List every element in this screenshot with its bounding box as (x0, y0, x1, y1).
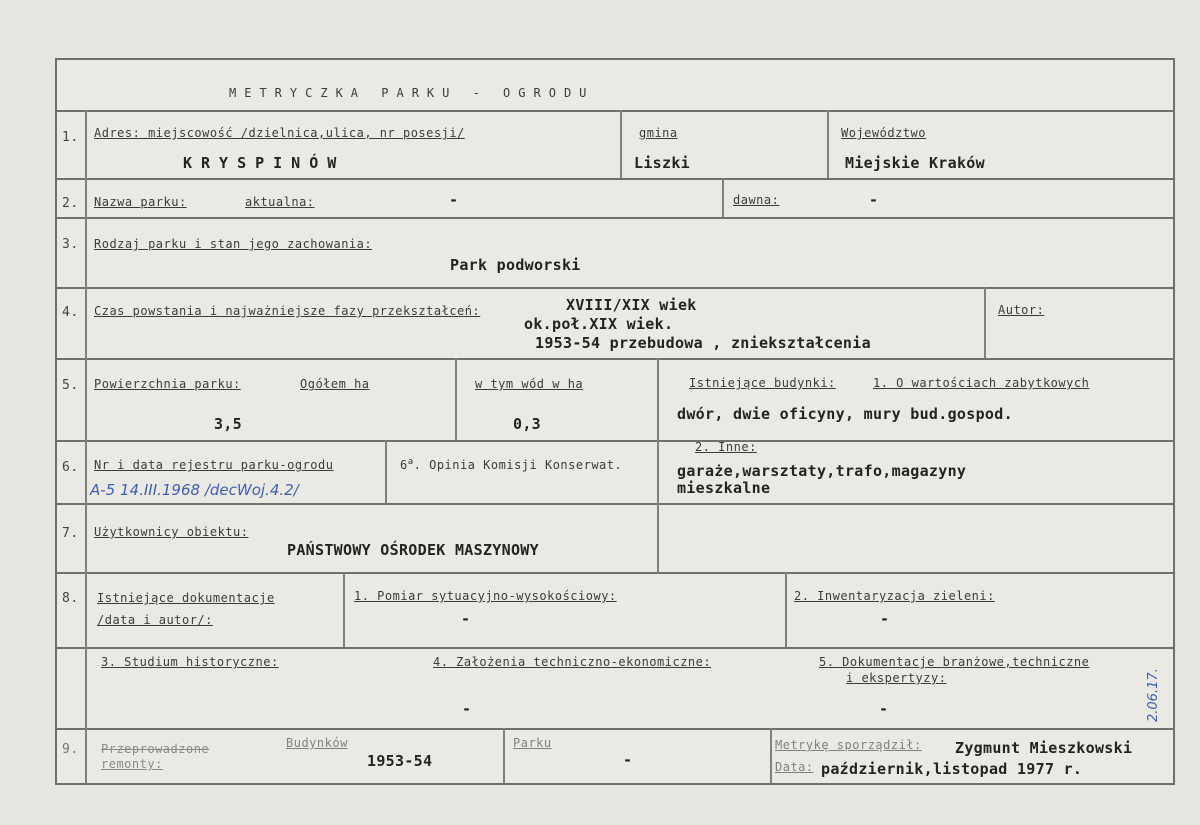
divider (57, 110, 1173, 112)
divider (57, 440, 657, 442)
techno-economic-label: 4. Założenia techniczno-ekonomiczne: (433, 655, 712, 669)
number-column-line (85, 110, 87, 783)
record-card (55, 58, 1175, 785)
compiled-by-value: Zygmunt Mieszkowski (955, 739, 1133, 757)
documentation-label-2: /data i autor/: (97, 613, 213, 627)
branch-docs-value: - (879, 700, 889, 718)
divider (722, 178, 724, 217)
buildings-other-label: 2. Inne: (695, 440, 757, 454)
section-number: 6. (62, 460, 79, 475)
voivodeship-value: Miejskie Kraków (845, 154, 985, 172)
area-label: Powierzchnia parku: (94, 377, 241, 391)
branch-docs-label-1: 5. Dokumentacje branżowe,techniczne (819, 655, 1090, 669)
buildings-renovation-value: 1953-54 (367, 752, 433, 770)
voivodeship-label: Województwo (841, 126, 926, 140)
divider (503, 728, 505, 783)
water-area-label: w tym wód w ha (475, 377, 584, 391)
divider (827, 110, 829, 178)
current-name-label: aktualna: (245, 195, 315, 209)
buildings-historic-label: 1. O wartościach zabytkowych (873, 376, 1090, 390)
compiled-by-label: Metrykę sporządził: (775, 738, 922, 752)
divider (57, 503, 657, 505)
gmina-value: Liszki (634, 154, 690, 172)
park-name-label: Nazwa parku: (94, 195, 187, 209)
historical-study-label: 3. Studium historyczne: (101, 655, 279, 669)
address-value: KRYSPINÓW (183, 154, 346, 172)
divider (57, 728, 1173, 730)
buildings-label: Istniejące budynki: (689, 376, 836, 390)
park-type-value: Park podworski (450, 256, 581, 274)
current-name-value: - (449, 191, 459, 209)
divider (657, 358, 659, 572)
total-area-label: Ogółem ha (300, 377, 370, 391)
divider (57, 217, 1173, 219)
former-name-label: dawna: (733, 193, 780, 207)
divider (785, 572, 787, 647)
opinion-text: . Opinia Komisji Konserwat. (413, 458, 623, 472)
section-number: 8. (62, 591, 79, 606)
branch-docs-label-2: i ekspertyzy: (846, 671, 947, 685)
section-number: 3. (62, 237, 79, 252)
address-label: Adres: miejscowość /dzielnica,ulica, nr posesji/ (94, 126, 465, 140)
users-label: Użytkownicy obiektu: (94, 525, 249, 539)
opinion-number: 6 (400, 458, 408, 472)
buildings-other-value-1: garaże,warsztaty,trafo,magazyny (677, 462, 967, 480)
greenery-inventory-label: 2. Inwentaryzacja zieleni: (794, 589, 995, 603)
divider (455, 358, 457, 440)
buildings-historic-value: dwór, dwie oficyny, mury bud.gospod. (677, 405, 1013, 423)
divider (57, 572, 1173, 574)
section-number: 5. (62, 378, 79, 393)
survey-label: 1. Pomiar sytuacyjno-wysokościowy: (354, 589, 617, 603)
divider (57, 647, 1173, 649)
survey-value: - (461, 610, 471, 628)
section-number: 2. (62, 196, 79, 211)
documentation-label-1: Istniejące dokumentacje (97, 591, 275, 605)
register-handwritten-value: A-5 14.III.1968 /decWoj.4.2/ (90, 481, 299, 499)
section-number: 1. (62, 130, 79, 145)
author-label: Autor: (998, 303, 1045, 317)
divider (57, 287, 1173, 289)
renovations-label-1: Przeprowadzone (101, 742, 210, 756)
techno-economic-value: - (462, 700, 472, 718)
conservation-opinion-label (400, 457, 622, 472)
section-number: 4. (62, 305, 79, 320)
date-value: październik,listopad 1977 r. (821, 760, 1083, 778)
history-line-3: 1953-54 przebudowa , zniekształcenia (535, 334, 871, 352)
park-type-label: Rodzaj parku i stan jego zachowania: (94, 237, 373, 251)
divider (770, 728, 772, 783)
divider (657, 503, 1173, 505)
opinion-superscript: a (407, 457, 414, 467)
buildings-other-value-2: mieszkalne (677, 479, 771, 497)
water-area-value: 0,3 (513, 415, 541, 433)
card-title: METRYCZKA PARKU - OGRODU (229, 86, 595, 100)
former-name-value: - (869, 191, 879, 209)
history-label: Czas powstania i najważniejsze fazy przekształceń: (94, 304, 481, 318)
park-renovation-label: Parku (513, 736, 552, 750)
greenery-inventory-value: - (880, 610, 890, 628)
section-number: 7. (62, 526, 79, 541)
divider (620, 110, 622, 178)
history-line-2: ok.poł.XIX wiek. (524, 315, 674, 333)
total-area-value: 3,5 (214, 415, 242, 433)
date-label: Data: (775, 760, 814, 774)
register-label: Nr i data rejestru parku-ogrodu (94, 458, 334, 472)
renovations-label-2: remonty: (101, 757, 163, 771)
divider (57, 178, 1173, 180)
section-number: 9. (62, 742, 79, 757)
gmina-label: gmina (639, 126, 678, 140)
divider (385, 440, 387, 503)
park-renovation-value: - (623, 751, 633, 769)
history-line-1: XVIII/XIX wiek (566, 296, 697, 314)
divider (57, 358, 1173, 360)
divider (984, 287, 986, 358)
margin-note: 2.06.17. (1146, 668, 1161, 722)
divider (343, 572, 345, 647)
buildings-renovation-label: Budynków (286, 736, 348, 750)
users-value: PAŃSTWOWY OŚRODEK MASZYNOWY (287, 541, 539, 559)
